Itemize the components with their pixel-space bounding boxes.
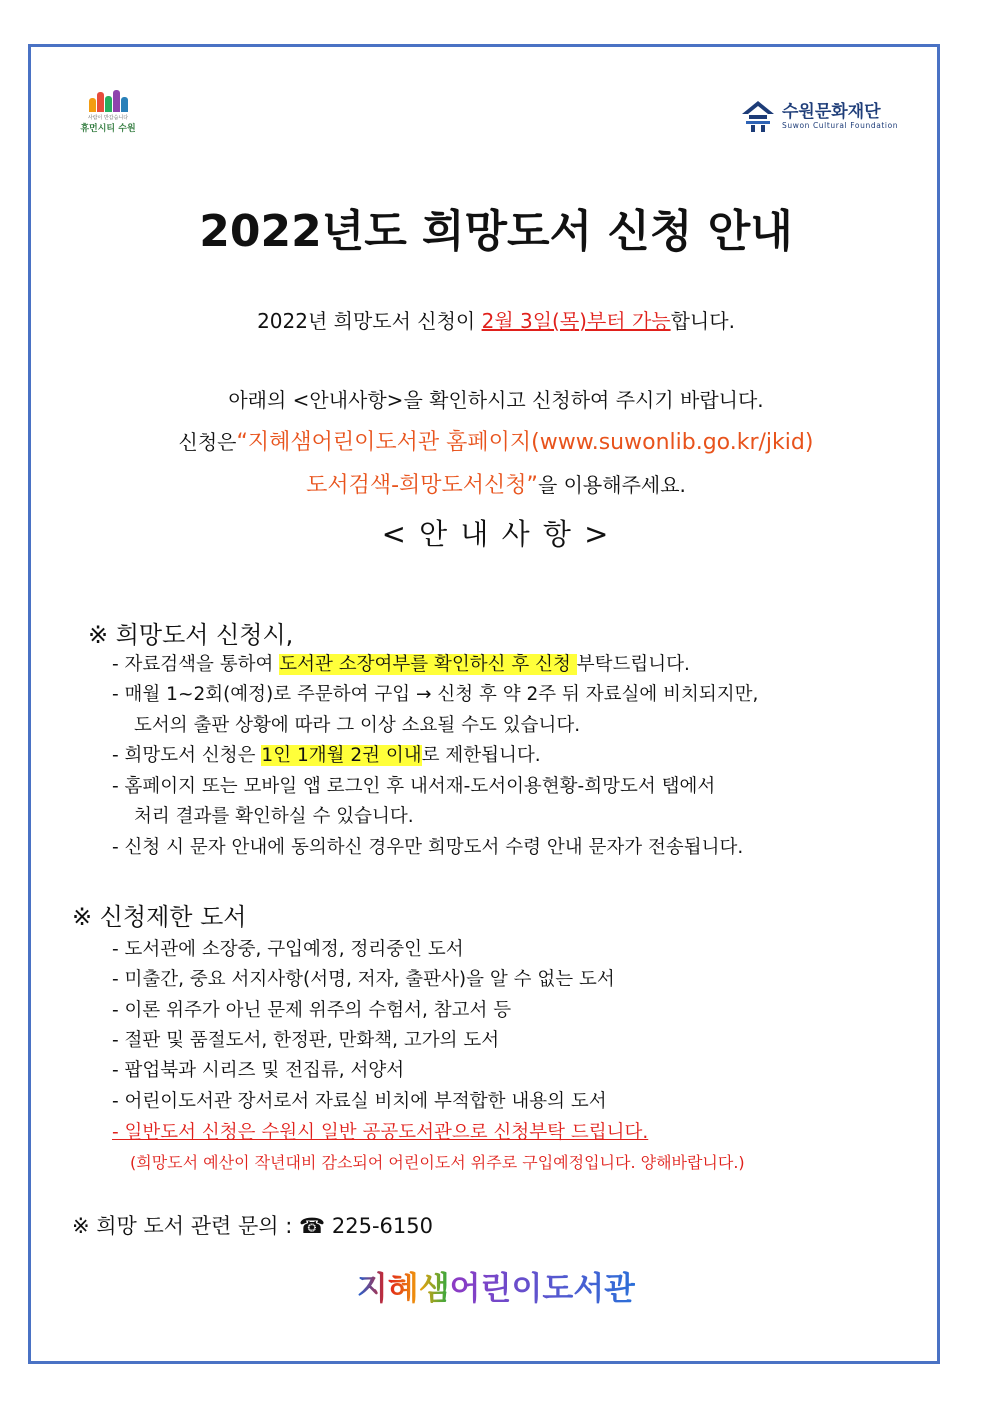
restriction-red-item: - 일반도서 신청은 수원시 일반 공공도서관으로 신청부탁 드립니다. [112, 1122, 649, 1143]
pavilion-roof-icon [740, 98, 776, 134]
item3-pre: - 희망도서 신청은 [112, 745, 262, 766]
intro-date-highlight: 2월 3일(목)부터 가능 [481, 309, 671, 333]
apply-line-2 [0, 468, 992, 499]
left-logo-name: 휴먼시티 수원 [80, 124, 136, 134]
apply-post: 을 이용해주세요. [537, 473, 686, 497]
people-icon [78, 90, 138, 112]
section1-item-2: - 매월 1~2회(예정)로 주문하여 구입 → 신청 후 약 2주 뒤 자료실에 비치되지만, [112, 684, 759, 705]
restriction-item: - 이론 위주가 아닌 문제 위주의 수험서, 참고서 등 [112, 1000, 512, 1021]
foundation-name-ko: 수원문화재단 [782, 101, 881, 122]
suwon-cultural-foundation-logo [740, 98, 898, 134]
jihyesaem-library-logo [0, 1263, 992, 1309]
section1-item-4-cont: 처리 결과를 확인하실 수 있습니다. [134, 806, 414, 827]
restriction-item: - 도서관에 소장중, 구입예정, 정리중인 도서 [112, 939, 464, 960]
notice-line: 아래의 <안내사항>을 확인하시고 신청하여 주시기 바랍니다. [228, 388, 764, 412]
contact-line [72, 1210, 433, 1240]
human-city-suwon-logo [78, 90, 138, 134]
foundation-name-en: Suwon Cultural Foundation [782, 120, 899, 130]
section1-item-3 [112, 741, 541, 767]
contact-phone: 225-6150 [331, 1214, 433, 1238]
contact-label: ※ 희망 도서 관련 문의 : [72, 1214, 300, 1238]
intro-post: 합니다. [670, 309, 735, 333]
apply-menu-path: 도서검색-희망도서신청” [306, 473, 538, 498]
logo-part-2: 어린이도서관 [449, 1269, 636, 1307]
guide-heading: < 안 내 사 항 > [381, 517, 611, 551]
apply-line-1 [0, 425, 992, 456]
phone-icon: ☎ [299, 1214, 326, 1238]
section1-item-2-cont: 도서의 출판 상황에 따라 그 이상 소요될 수도 있습니다. [134, 715, 581, 736]
item3-post: 로 제한됩니다. [421, 745, 541, 766]
item1-post: 부탁드립니다. [576, 654, 690, 675]
restriction-item: - 팝업북과 시리즈 및 전집류, 서양서 [112, 1060, 405, 1081]
item3-highlight: 1인 1개월 2권 이내 [261, 745, 422, 766]
apply-homepage-link: “지혜샘어린이도서관 홈페이지(www.suwonlib.go.kr/jkid) [236, 430, 814, 455]
item1-pre: - 자료검색을 통하여 [112, 654, 280, 675]
left-logo-tagline: 사람이 반갑습니다 [87, 115, 129, 121]
budget-note: (희망도서 예산이 작년대비 감소되어 어린이도서 위주로 구입예정입니다. 양해바랍니다.) [130, 1153, 745, 1172]
restriction-item: - 절판 및 품절도서, 한정판, 만화책, 고가의 도서 [112, 1030, 500, 1051]
section1-item-1 [112, 650, 690, 676]
restriction-item: - 미출간, 중요 서지사항(서명, 저자, 출판사)을 알 수 없는 도서 [112, 969, 615, 990]
item1-highlight: 도서관 소장여부를 확인하신 후 신청 [279, 654, 577, 675]
section1-heading: ※ 희망도서 신청시, [88, 621, 294, 649]
intro-line [0, 305, 992, 334]
restriction-item: - 어린이도서관 장서로서 자료실 비치에 부적합한 내용의 도서 [112, 1091, 607, 1112]
logo-part-1: 지혜샘 [356, 1269, 450, 1307]
intro-pre: 2022년 희망도서 신청이 [257, 309, 482, 333]
section1-item-5: - 신청 시 문자 안내에 동의하신 경우만 희망도서 수령 안내 문자가 전송됩니다. [112, 837, 744, 858]
section1-item-4: - 홈페이지 또는 모바일 앱 로그인 후 내서재-도서이용현황-희망도서 탭에서 [112, 776, 716, 797]
page-title: 2022년도 희망도서 신청 안내 [199, 206, 793, 257]
section2-heading: ※ 신청제한 도서 [72, 903, 247, 931]
apply-pre: 신청은 [178, 430, 237, 454]
